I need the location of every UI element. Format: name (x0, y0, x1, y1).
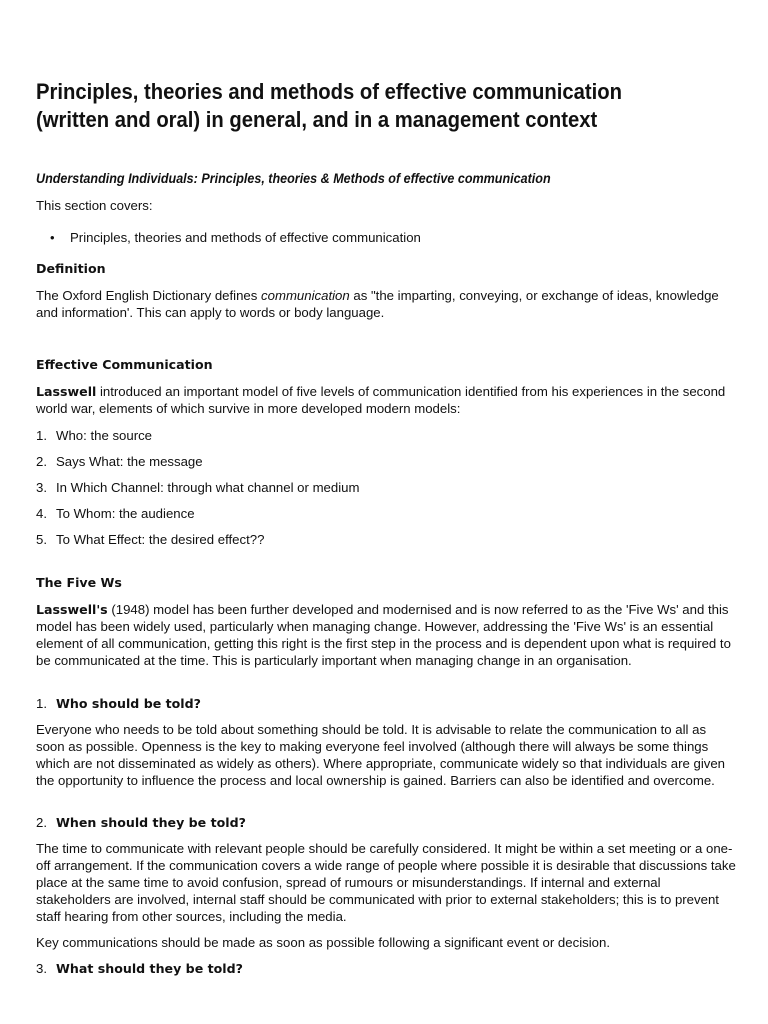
list-item: In Which Channel: through what channel or medium (56, 480, 360, 495)
bullet-item: Principles, theories and methods of effective communication (70, 230, 421, 245)
question-number: 3. (36, 961, 47, 976)
lasswell-intro-paragraph: Lasswell introduced an important model of five levels of communication identified from his experiences in the second world war, elements of which survive in more developed modern models: (36, 384, 726, 416)
list-item: Says What: the message (56, 454, 203, 469)
list-item-number: 1. (36, 428, 47, 443)
definition-heading: Definition (36, 261, 106, 276)
question-what: What should they be told? (56, 961, 243, 976)
section-covers-text: This section covers: (36, 198, 153, 213)
section-subtitle: Understanding Individuals: Principles, theories & Methods of effective communication (36, 171, 551, 186)
key-communications-paragraph: Key communications should be made as soon as possible following a significant event or decision. (36, 935, 610, 950)
lasswells-name: Lasswell's (36, 602, 108, 617)
list-item: Who: the source (56, 428, 153, 443)
list-item: To Whom: the audience (56, 506, 195, 521)
lasswell-name: Lasswell (36, 384, 97, 399)
question-who: Who should be told? (56, 696, 201, 711)
document-title: Principles, theories and methods of effective communication (written and oral) in general, and in a management context (36, 79, 622, 132)
question-when: When should they be told? (56, 815, 246, 830)
question-number: 1. (36, 696, 47, 711)
effective-communication-heading: Effective Communication (36, 357, 213, 372)
list-item-number: 3. (36, 480, 47, 495)
bullet-dot: • (50, 230, 55, 245)
definition-paragraph: The Oxford English Dictionary defines communication as "the imparting, conveying, or exchange of ideas, knowledge and information'. This can apply to words or body language. (36, 288, 719, 320)
question-number: 2. (36, 815, 47, 830)
five-ws-heading: The Five Ws (36, 575, 122, 590)
list-item-number: 4. (36, 506, 47, 521)
communication-term: communication (261, 288, 350, 303)
list-item-number: 2. (36, 454, 47, 469)
list-item: To What Effect: the desired effect?? (56, 532, 265, 547)
when-paragraph: The time to communicate with relevant people should be carefully considered. It might be within a set meeting or a one-off arrangement. If the communication covers a wide range of people where possible it is desirable that discussions take place at the same time to avoid confusion, spread of rumours or misunderstandings. If internal and external stakeholders are involved, internal staff should be communicated with prior to external stakeholders; this is to prevent staff hearing from other sources, including the media. (36, 841, 736, 924)
who-paragraph: Everyone who needs to be told about something should be told. It is advisable to relate the communication to all as soon as possible. Openness is the key to making everyone feel involved (although there will always be some things which are not disseminated as widely as others). Where appropriate, communicate widely so that individuals are given the opportunity to influence the process and local ownership is gained. Barriers can also be identified and overcome. (36, 722, 726, 788)
five-ws-paragraph: Lasswell's (1948) model has been further developed and modernised and is now referred to as the 'Five Ws' and this model has been widely used, particularly when managing change. However, addressing the 'Five Ws' is an essential element of all communication, getting this right is the first step in the process and is dependent upon what is required to be communicated at the time. This is particularly important when managing change in an organisation. (36, 602, 731, 668)
list-item-number: 5. (36, 532, 47, 547)
